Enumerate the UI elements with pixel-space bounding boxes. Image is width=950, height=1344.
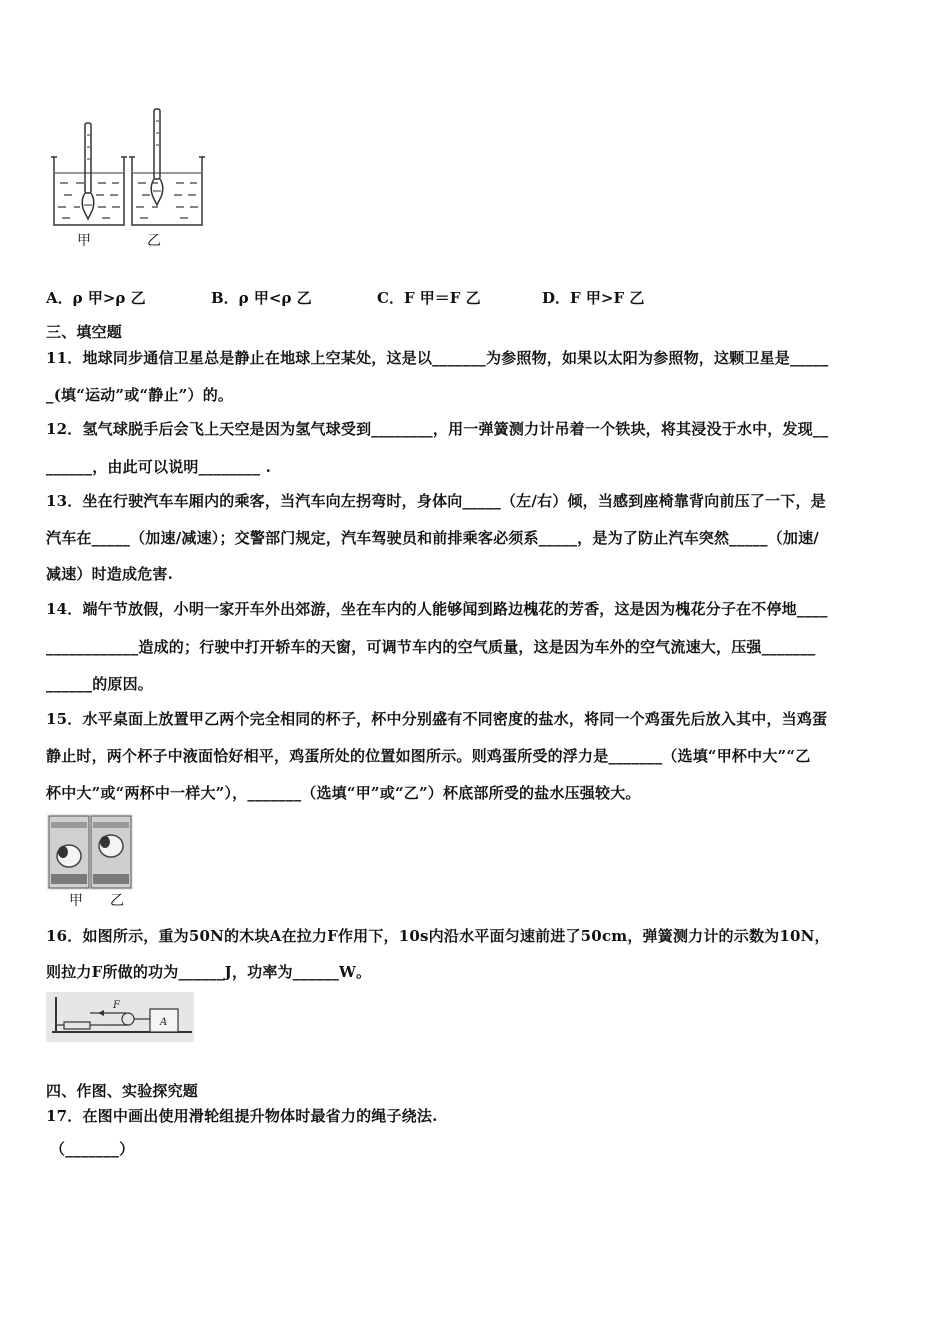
section-heading-drawing: 四、作图、实验探究题: [46, 1082, 199, 1100]
section-heading-fill-blank: 三、填空题: [46, 323, 123, 341]
option-b: B．ρ 甲<ρ 乙: [211, 289, 312, 307]
beaker-yi: [129, 109, 205, 225]
question-12-line-2: ______，由此可以说明________ .: [46, 458, 272, 476]
figure-label-yi: 乙: [147, 233, 161, 249]
pulley-block-figure: [46, 992, 194, 1042]
question-14-line-2: ____________造成的；行驶中打开轿车的天窗，可调节车内的空气质量，这是因为车外的空气流速大，压强_______: [46, 638, 816, 656]
question-17-line-1: 17．在图中画出使用滑轮组提升物体时最省力的绳子绕法.: [46, 1107, 438, 1125]
question-11-line-1: 11．地球同步通信卫星总是静止在地球上空某处，这是以_______为参照物，如果以太阳为参照物，这颗卫星是_____: [46, 349, 829, 367]
egg-label-jia: 甲: [69, 893, 83, 909]
question-11-line-2: _(填“运动”或“静止”）的。: [46, 386, 234, 404]
egg-label-yi: 乙: [110, 893, 124, 909]
option-d: D．F 甲>F 乙: [542, 289, 645, 307]
question-14-line-1: 14．端午节放假，小明一家开车外出郊游，坐在车内的人能够闻到路边槐花的芳香，这是因为槐花分子在不停地____: [46, 600, 828, 618]
question-15-line-3: 杯中大”或“两杯中一样大”），_______（选填“甲”或“乙”）杯底部所受的盐水压强较大。: [46, 784, 641, 802]
option-a: A．ρ 甲>ρ 乙: [46, 289, 146, 307]
hydrometer-figure: [48, 105, 218, 255]
question-14-line-3: ______的原因。: [46, 675, 154, 693]
question-13-line-2: 汽车在_____（加速/减速）；交警部门规定，汽车驾驶员和前排乘客必须系_____，是为了防止汽车突然_____（加速/: [46, 529, 819, 547]
block-label-a: A: [160, 1017, 168, 1028]
question-16-line-2: 则拉力F所做的功为______J，功率为______W。: [46, 963, 372, 981]
figure-label-jia: 甲: [77, 233, 91, 249]
force-label-f: F: [113, 1000, 120, 1011]
question-13-line-1: 13．坐在行驶汽车车厢内的乘客，当汽车向左拐弯时，身体向_____（左/右）倾，当感到座椅靠背向前压了一下，是: [46, 492, 826, 510]
question-13-line-3: 减速）时造成危害.: [46, 565, 174, 583]
option-c: C．F 甲＝F 乙: [377, 289, 481, 307]
beaker-jia: [51, 123, 127, 225]
question-15-line-1: 15．水平桌面上放置甲乙两个完全相同的杯子，杯中分别盛有不同密度的盐水，将同一个鸡蛋先后放入其中，当鸡蛋: [46, 710, 828, 728]
question-15-line-2: 静止时，两个杯子中液面恰好相平，鸡蛋所处的位置如图所示。则鸡蛋所受的浮力是_______（选填“甲杯中大”“乙: [46, 747, 811, 765]
egg-cups-figure: [47, 814, 133, 890]
question-16-line-1: 16．如图所示，重为50N的木块A在拉力F作用下，10s内沿水平面匀速前进了50cm，弹簧测力计的示数为10N，: [46, 927, 830, 945]
question-12-line-1: 12．氢气球脱手后会飞上天空是因为氢气球受到________，用一弹簧测力计吊着一个铁块，将其浸没于水中，发现__: [46, 420, 829, 438]
question-17-answer-blank: （_______）: [50, 1140, 135, 1158]
